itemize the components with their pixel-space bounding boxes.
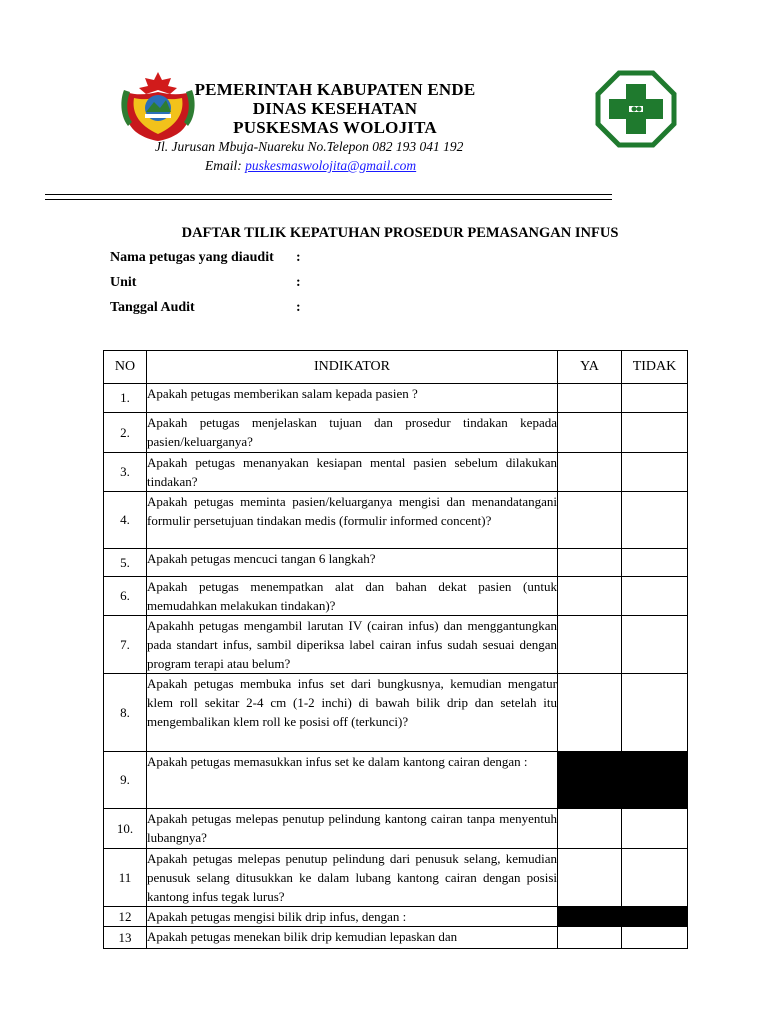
table-row <box>104 616 688 674</box>
row-indicator: Apakah petugas mengisi bilik drip infus, dengan : <box>147 907 558 927</box>
table-row <box>104 413 688 453</box>
puskesmas-logo-icon <box>595 70 677 148</box>
row-number: 1. <box>104 384 147 413</box>
tidak-cell[interactable] <box>622 849 688 907</box>
address-line: Jl. Jurusan Mbuja-Nuareku No.Telepon 082 193 041 192 <box>155 139 464 154</box>
table-row <box>104 927 688 949</box>
table-row <box>104 549 688 577</box>
header-indikator: INDIKATOR <box>147 351 558 384</box>
header-ya: YA <box>558 351 622 384</box>
table-row <box>104 384 688 413</box>
row-indicator: Apakah petugas melepas penutup pelindung dari penusuk selang, kemudian penusuk selang ditusukkan ke dalam lubang kantong cairan dengan posisi kantong infus tegak lurus? <box>147 849 558 907</box>
table-row <box>104 809 688 849</box>
blocked-ya-cell <box>558 907 622 927</box>
table-row <box>104 674 688 752</box>
row-number: 9. <box>104 752 147 809</box>
ya-cell[interactable] <box>558 849 622 907</box>
row-number: 3. <box>104 453 147 492</box>
field-separator: : <box>296 250 301 265</box>
table-row <box>104 849 688 907</box>
table-row <box>104 907 688 927</box>
field-officer-name <box>110 250 301 266</box>
blocked-tidak-cell <box>622 752 688 809</box>
document-title: DAFTAR TILIK KEPATUHAN PROSEDUR PEMASANGAN INFUS <box>181 225 619 241</box>
header-no: NO <box>104 351 147 384</box>
letterhead <box>0 0 768 210</box>
row-indicator: Apakah petugas membuka infus set dari bungkusnya, kemudian mengatur klem roll sekitar 2-4 cm (1-2 inchi) di bawah bilik drip dan setelah itu mengembalikan klem roll ke posisi off (terkunci)? <box>147 674 558 752</box>
tidak-cell[interactable] <box>622 616 688 674</box>
field-unit <box>110 275 301 291</box>
blocked-ya-cell <box>558 752 622 809</box>
row-number: 6. <box>104 577 147 616</box>
org-health-office: DINAS KESEHATAN <box>252 99 418 118</box>
row-number: 4. <box>104 492 147 549</box>
row-indicator: Apakah petugas menempatkan alat dan bahan dekat pasien (untuk memudahkan melakukan tindakan)? <box>147 577 558 616</box>
tidak-cell[interactable] <box>622 577 688 616</box>
institution-block <box>150 80 520 137</box>
row-number: 12 <box>104 907 147 927</box>
ya-cell[interactable] <box>558 453 622 492</box>
row-number: 8. <box>104 674 147 752</box>
tidak-cell[interactable] <box>622 809 688 849</box>
header-rule-bottom <box>45 199 612 200</box>
ya-cell[interactable] <box>558 616 622 674</box>
row-number: 5. <box>104 549 147 577</box>
ya-cell[interactable] <box>558 927 622 949</box>
row-indicator: Apakah petugas memberikan salam kepada pasien ? <box>147 384 558 413</box>
header-rule-top <box>45 194 612 195</box>
ya-cell[interactable] <box>558 577 622 616</box>
field-label: Unit <box>110 275 137 290</box>
row-indicator: Apakah petugas meminta pasien/keluarganya mengisi dan menandatangani formulir persetujuan tindakan medis (formulir informed concent)? <box>147 492 558 549</box>
tidak-cell[interactable] <box>622 384 688 413</box>
table-row <box>104 577 688 616</box>
field-separator: : <box>296 300 301 315</box>
row-indicator: Apakah petugas memasukkan infus set ke dalam kantong cairan dengan : <box>147 752 558 809</box>
row-indicator: Apakah petugas mencuci tangan 6 langkah? <box>147 549 558 577</box>
tidak-cell[interactable] <box>622 927 688 949</box>
row-indicator: Apakah petugas menanyakan kesiapan mental pasien sebelum dilakukan tindakan? <box>147 453 558 492</box>
email-link[interactable]: puskesmaswolojita@gmail.com <box>245 158 417 173</box>
tidak-cell[interactable] <box>622 492 688 549</box>
email-label: Email: <box>205 158 242 173</box>
field-label: Tanggal Audit <box>110 300 195 315</box>
table-row <box>104 752 688 809</box>
table-row <box>104 453 688 492</box>
row-number: 2. <box>104 413 147 453</box>
row-indicator: Apakah petugas menekan bilik drip kemudian lepaskan dan <box>147 927 558 949</box>
ya-cell[interactable] <box>558 674 622 752</box>
tidak-cell[interactable] <box>622 549 688 577</box>
header-tidak: TIDAK <box>622 351 688 384</box>
ya-cell[interactable] <box>558 549 622 577</box>
row-number: 7. <box>104 616 147 674</box>
table-header-row <box>104 351 688 384</box>
table-row <box>104 492 688 549</box>
blocked-tidak-cell <box>622 907 688 927</box>
ya-cell[interactable] <box>558 384 622 413</box>
ya-cell[interactable] <box>558 809 622 849</box>
tidak-cell[interactable] <box>622 453 688 492</box>
audit-checklist-table <box>103 350 688 949</box>
row-indicator: Apakah petugas menjelaskan tujuan dan prosedur tindakan kepada pasien/keluarganya? <box>147 413 558 453</box>
ya-cell[interactable] <box>558 492 622 549</box>
row-number: 13 <box>104 927 147 949</box>
field-separator: : <box>296 275 301 290</box>
row-indicator: Apakah petugas melepas penutup pelindung kantong cairan tanpa menyentuh lubangnya? <box>147 809 558 849</box>
ya-cell[interactable] <box>558 413 622 453</box>
row-number: 10. <box>104 809 147 849</box>
tidak-cell[interactable] <box>622 674 688 752</box>
email-line <box>205 158 505 174</box>
field-label: Nama petugas yang diaudit <box>110 250 274 265</box>
org-government: PEMERINTAH KABUPATEN ENDE <box>194 80 476 99</box>
org-puskesmas: PUSKESMAS WOLOJITA <box>233 118 437 137</box>
field-audit-date <box>110 300 301 316</box>
tidak-cell[interactable] <box>622 413 688 453</box>
row-number: 11 <box>104 849 147 907</box>
row-indicator: Apakahh petugas mengambil larutan IV (cairan infus) dan menggantungkan pada standart infus, sambil diperiksa label cairan infus sudah sesuai dengan program terapi atau belum? <box>147 616 558 674</box>
